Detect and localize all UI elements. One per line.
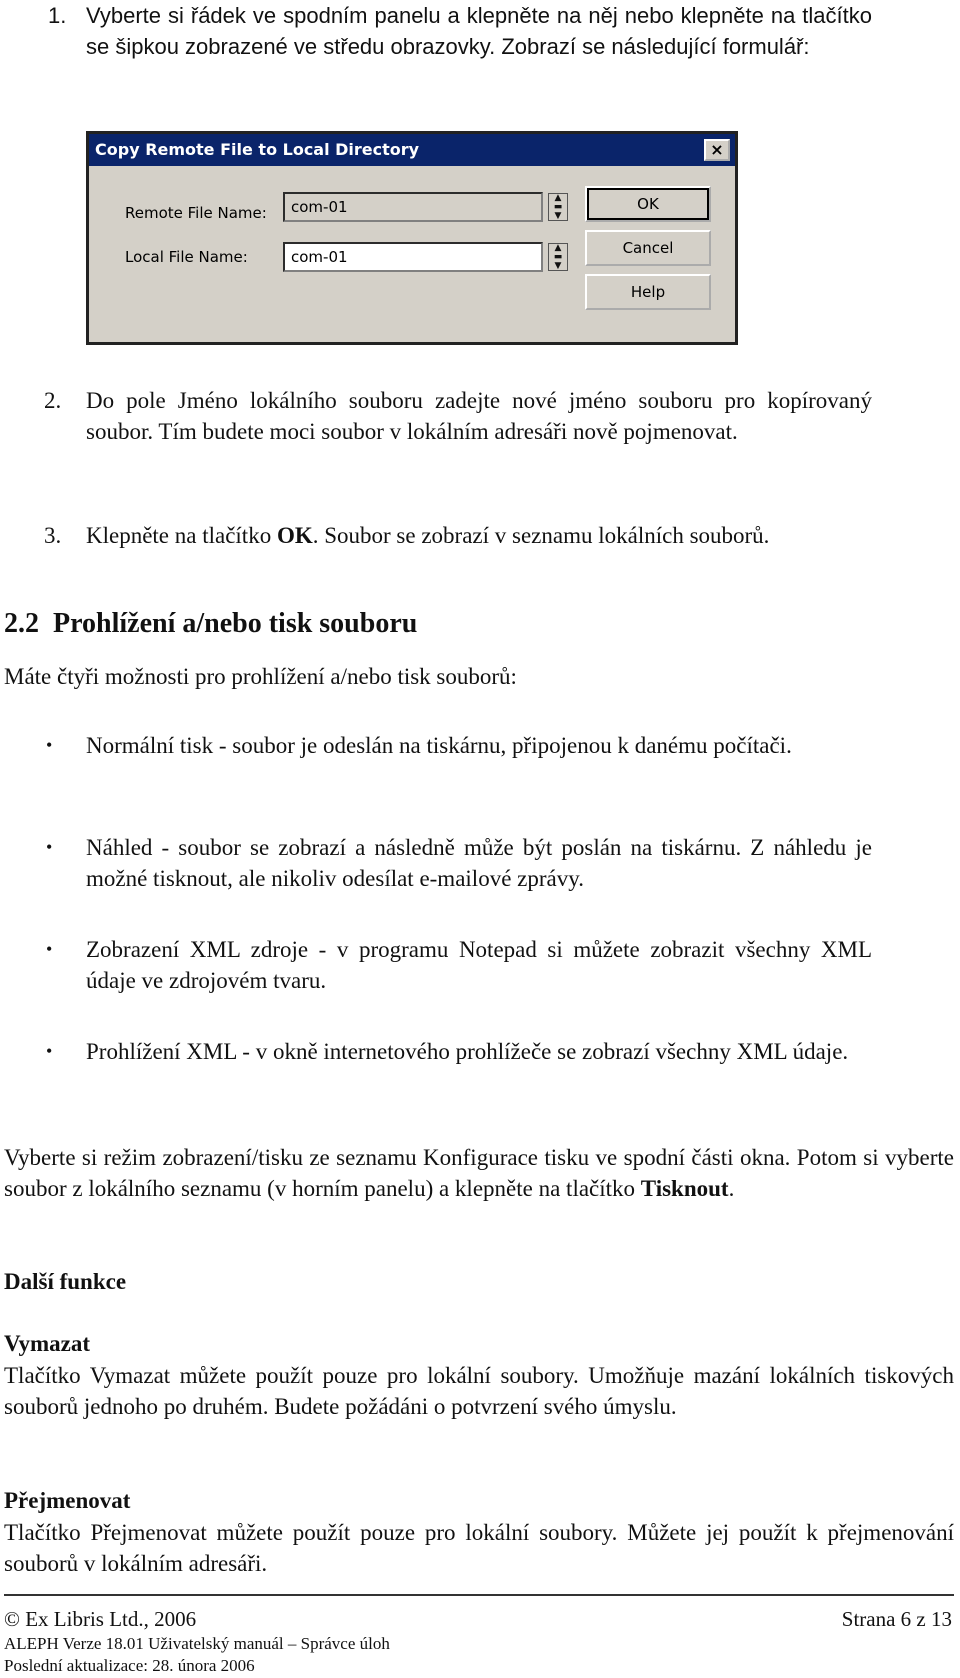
step-3-pre: Klepněte na tlačítko (86, 523, 277, 548)
local-spin-icon[interactable]: ▲ ▬ ▼ (548, 243, 568, 271)
footer-divider (4, 1594, 954, 1596)
delete-heading: Vymazat (4, 1331, 91, 1356)
step-3-number: 3. (44, 523, 62, 548)
ok-button[interactable]: OK (585, 186, 711, 222)
step-2-number: 2. (44, 388, 62, 413)
remote-spin-icon[interactable]: ▲ ▬ ▼ (548, 193, 568, 221)
bullet-dot: • (46, 939, 53, 959)
help-button[interactable]: Help (585, 274, 711, 310)
bullet-item-xml-source: Zobrazení XML zdroje - v programu Notepad si můžete zobrazit všechny XML údaje ve zdrojovém tvaru. (86, 937, 872, 993)
bullet-item-normal-print: Normální tisk - soubor je odeslán na tiskárnu, připojenou k danému počítači. (86, 733, 792, 758)
more-functions-heading: Další funkce (4, 1269, 127, 1294)
remote-file-label: Remote File Name: (125, 204, 267, 222)
step-1-number: 1. (48, 3, 67, 28)
copy-remote-file-dialog (86, 131, 738, 345)
footer-page-number: Strana 6 z 13 (841, 1607, 952, 1631)
step-1-text: Vyberte si řádek ve spodním panelu a klepněte na něj nebo klepněte na tlačítko se šipkou zobrazené ve středu obrazovky. Zobrazí se následující formulář: (86, 3, 872, 59)
print-mode-end: . (728, 1176, 735, 1201)
print-button-name: Tisknout (640, 1176, 729, 1201)
bullet-item-preview: Náhled - soubor se zobrazí a následně může být poslán na tiskárnu. Z náhledu je možné tisknout, ale nikoliv odesílat e-mailové zprávy. (86, 835, 872, 891)
rename-heading: Přejmenovat (4, 1488, 131, 1513)
footer-copyright: © Ex Libris Ltd., 2006 (4, 1607, 197, 1631)
footer-manual: ALEPH Verze 18.01 Uživatelský manuál – Správce úloh (4, 1634, 390, 1653)
bullet-dot: • (46, 1041, 53, 1061)
delete-text: Tlačítko Vymazat můžete použít pouze pro lokální soubory. Umožňuje mazání lokálních tiskových souborů jednoho po druhém. Budete požádáni o potvrzení svého úmyslu. (4, 1363, 954, 1419)
print-mode-text: Vyberte si režim zobrazení/tisku ze seznamu Konfigurace tisku ve spodní části okna. Potom si vyberte soubor z lokálního seznamu (v horním panelu) a klepněte na tlačítko (4, 1145, 954, 1201)
dialog-title: Copy Remote File to Local Directory (89, 134, 735, 166)
print-mode-paragraph (4, 1142, 954, 1204)
bullet-dot: • (46, 837, 53, 857)
step-3-post: . Soubor se zobrazí v seznamu lokálních souborů. (312, 523, 770, 548)
local-file-label: Local File Name: (125, 248, 248, 266)
section-intro: Máte čtyři možnosti pro prohlížení a/nebo tisk souborů: (4, 664, 517, 689)
footer-updated: Poslední aktualizace: 28. února 2006 (4, 1656, 255, 1675)
close-icon[interactable]: × (704, 139, 730, 161)
step-3-text (86, 520, 872, 551)
section-heading: 2.2 Prohlížení a/nebo tisk souboru (4, 608, 418, 639)
step-3-ok: OK (276, 523, 313, 548)
rename-text: Tlačítko Přejmenovat můžete použít pouze pro lokální soubory. Můžete jej použít k přejmenování souborů v lokálním adresáři. (4, 1520, 954, 1576)
step-2-text: Do pole Jméno lokálního souboru zadejte nové jméno souboru pro kopírovaný soubor. Tím budete moci soubor v lokálním adresáři nově pojmenovat. (86, 388, 872, 444)
local-file-field[interactable]: com-01 (283, 242, 543, 272)
bullet-item-xml-view: Prohlížení XML - v okně internetového prohlížeče se zobrazí všechny XML údaje. (86, 1039, 849, 1064)
cancel-button[interactable]: Cancel (585, 230, 711, 266)
bullet-dot: • (46, 735, 53, 755)
remote-file-field[interactable]: com-01 (283, 192, 543, 222)
